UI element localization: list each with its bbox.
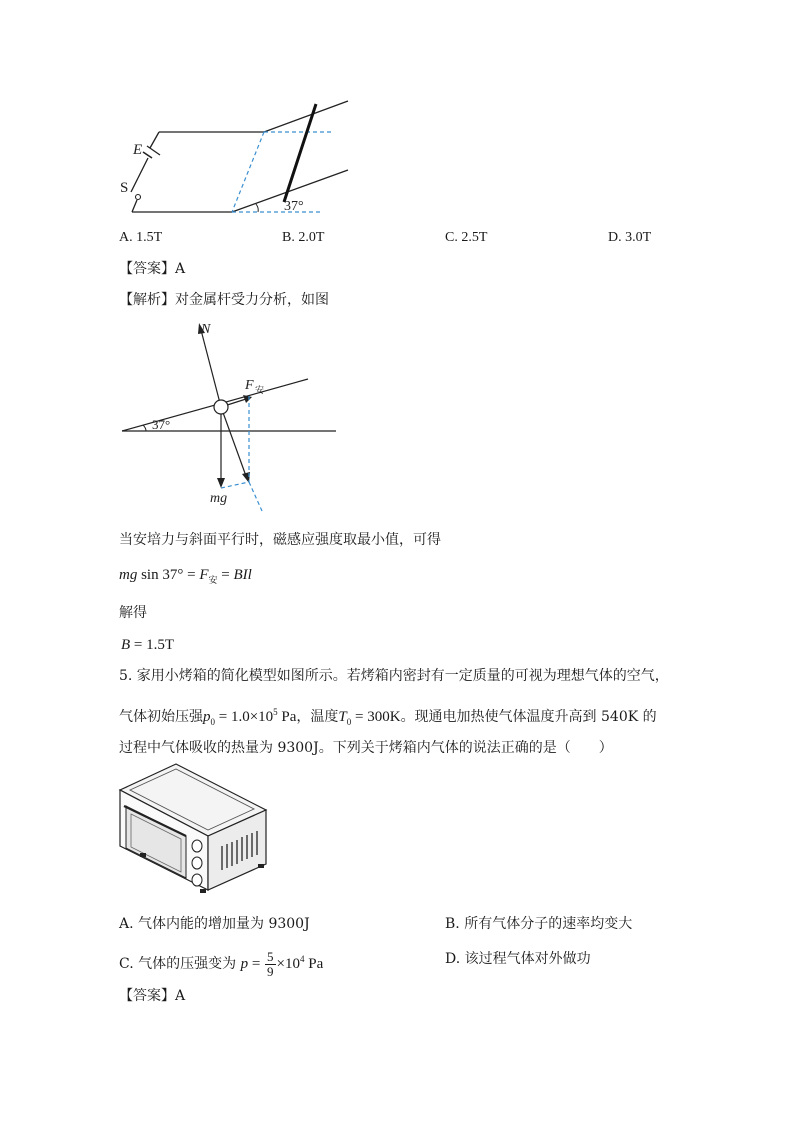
- answer-value: A: [175, 988, 186, 1004]
- label-E: E: [133, 142, 143, 158]
- angle-label: 37°: [284, 199, 304, 214]
- q4-option-c: C. 2.5T: [445, 230, 488, 245]
- label-S: S: [120, 180, 129, 196]
- answer-tag: 【答案】: [119, 988, 175, 1004]
- q5-line-2: 气体初始压强$p_0 = 1.0\times 10^5$ Pa，温度$T_0 = 300K$。现通电加热使气体温度升高到 540K 的: [119, 707, 657, 727]
- analysis-text: 对金属杆受力分析，如图: [175, 292, 329, 308]
- condition-text: 当安培力与斜面平行时，磁感应强度取最小值，可得: [119, 532, 441, 548]
- q4-option-a: A. 1.5T: [119, 230, 163, 245]
- angle-label-37: 37°: [152, 417, 171, 432]
- label-mg: mg: [210, 491, 228, 506]
- label-N: N: [201, 322, 211, 337]
- q5-answer: [119, 987, 185, 1005]
- q5-line-3: 过程中气体吸收的热量为 9300J。下列关于烤箱内气体的说法正确的是（ ）: [119, 740, 613, 756]
- q4-option-d: D. 3.0T: [608, 230, 652, 245]
- q5-option-c: C. 气体的压强变为 p = $\frac{5}{9}$ $\times 10^4$ Pa: [119, 949, 324, 980]
- analysis-tag: 【解析】: [119, 292, 175, 308]
- solve-label: 解得: [119, 605, 147, 621]
- answer-value: A: [175, 261, 186, 277]
- q5-option-d: D. 该过程气体对外做功: [445, 951, 591, 967]
- q5-option-b: B. 所有气体分子的速率均变大: [445, 916, 633, 932]
- label-F-sub: 安: [255, 385, 265, 395]
- q5-option-a: A. 气体内能的增加量为 9300J: [119, 916, 310, 932]
- answer-tag: 【答案】: [119, 261, 175, 277]
- q5-line-1: 5. 家用小烤箱的简化模型如图所示。若烤箱内密封有一定质量的可视为理想气体的空气，: [119, 668, 669, 684]
- q4-option-b: B. 2.0T: [282, 230, 325, 245]
- label-F: F: [245, 378, 254, 393]
- equation-1: mg $\sin 37^\circ = F_安$ = BIl: [119, 567, 252, 585]
- result-equation: B = 1.5T: [121, 637, 175, 653]
